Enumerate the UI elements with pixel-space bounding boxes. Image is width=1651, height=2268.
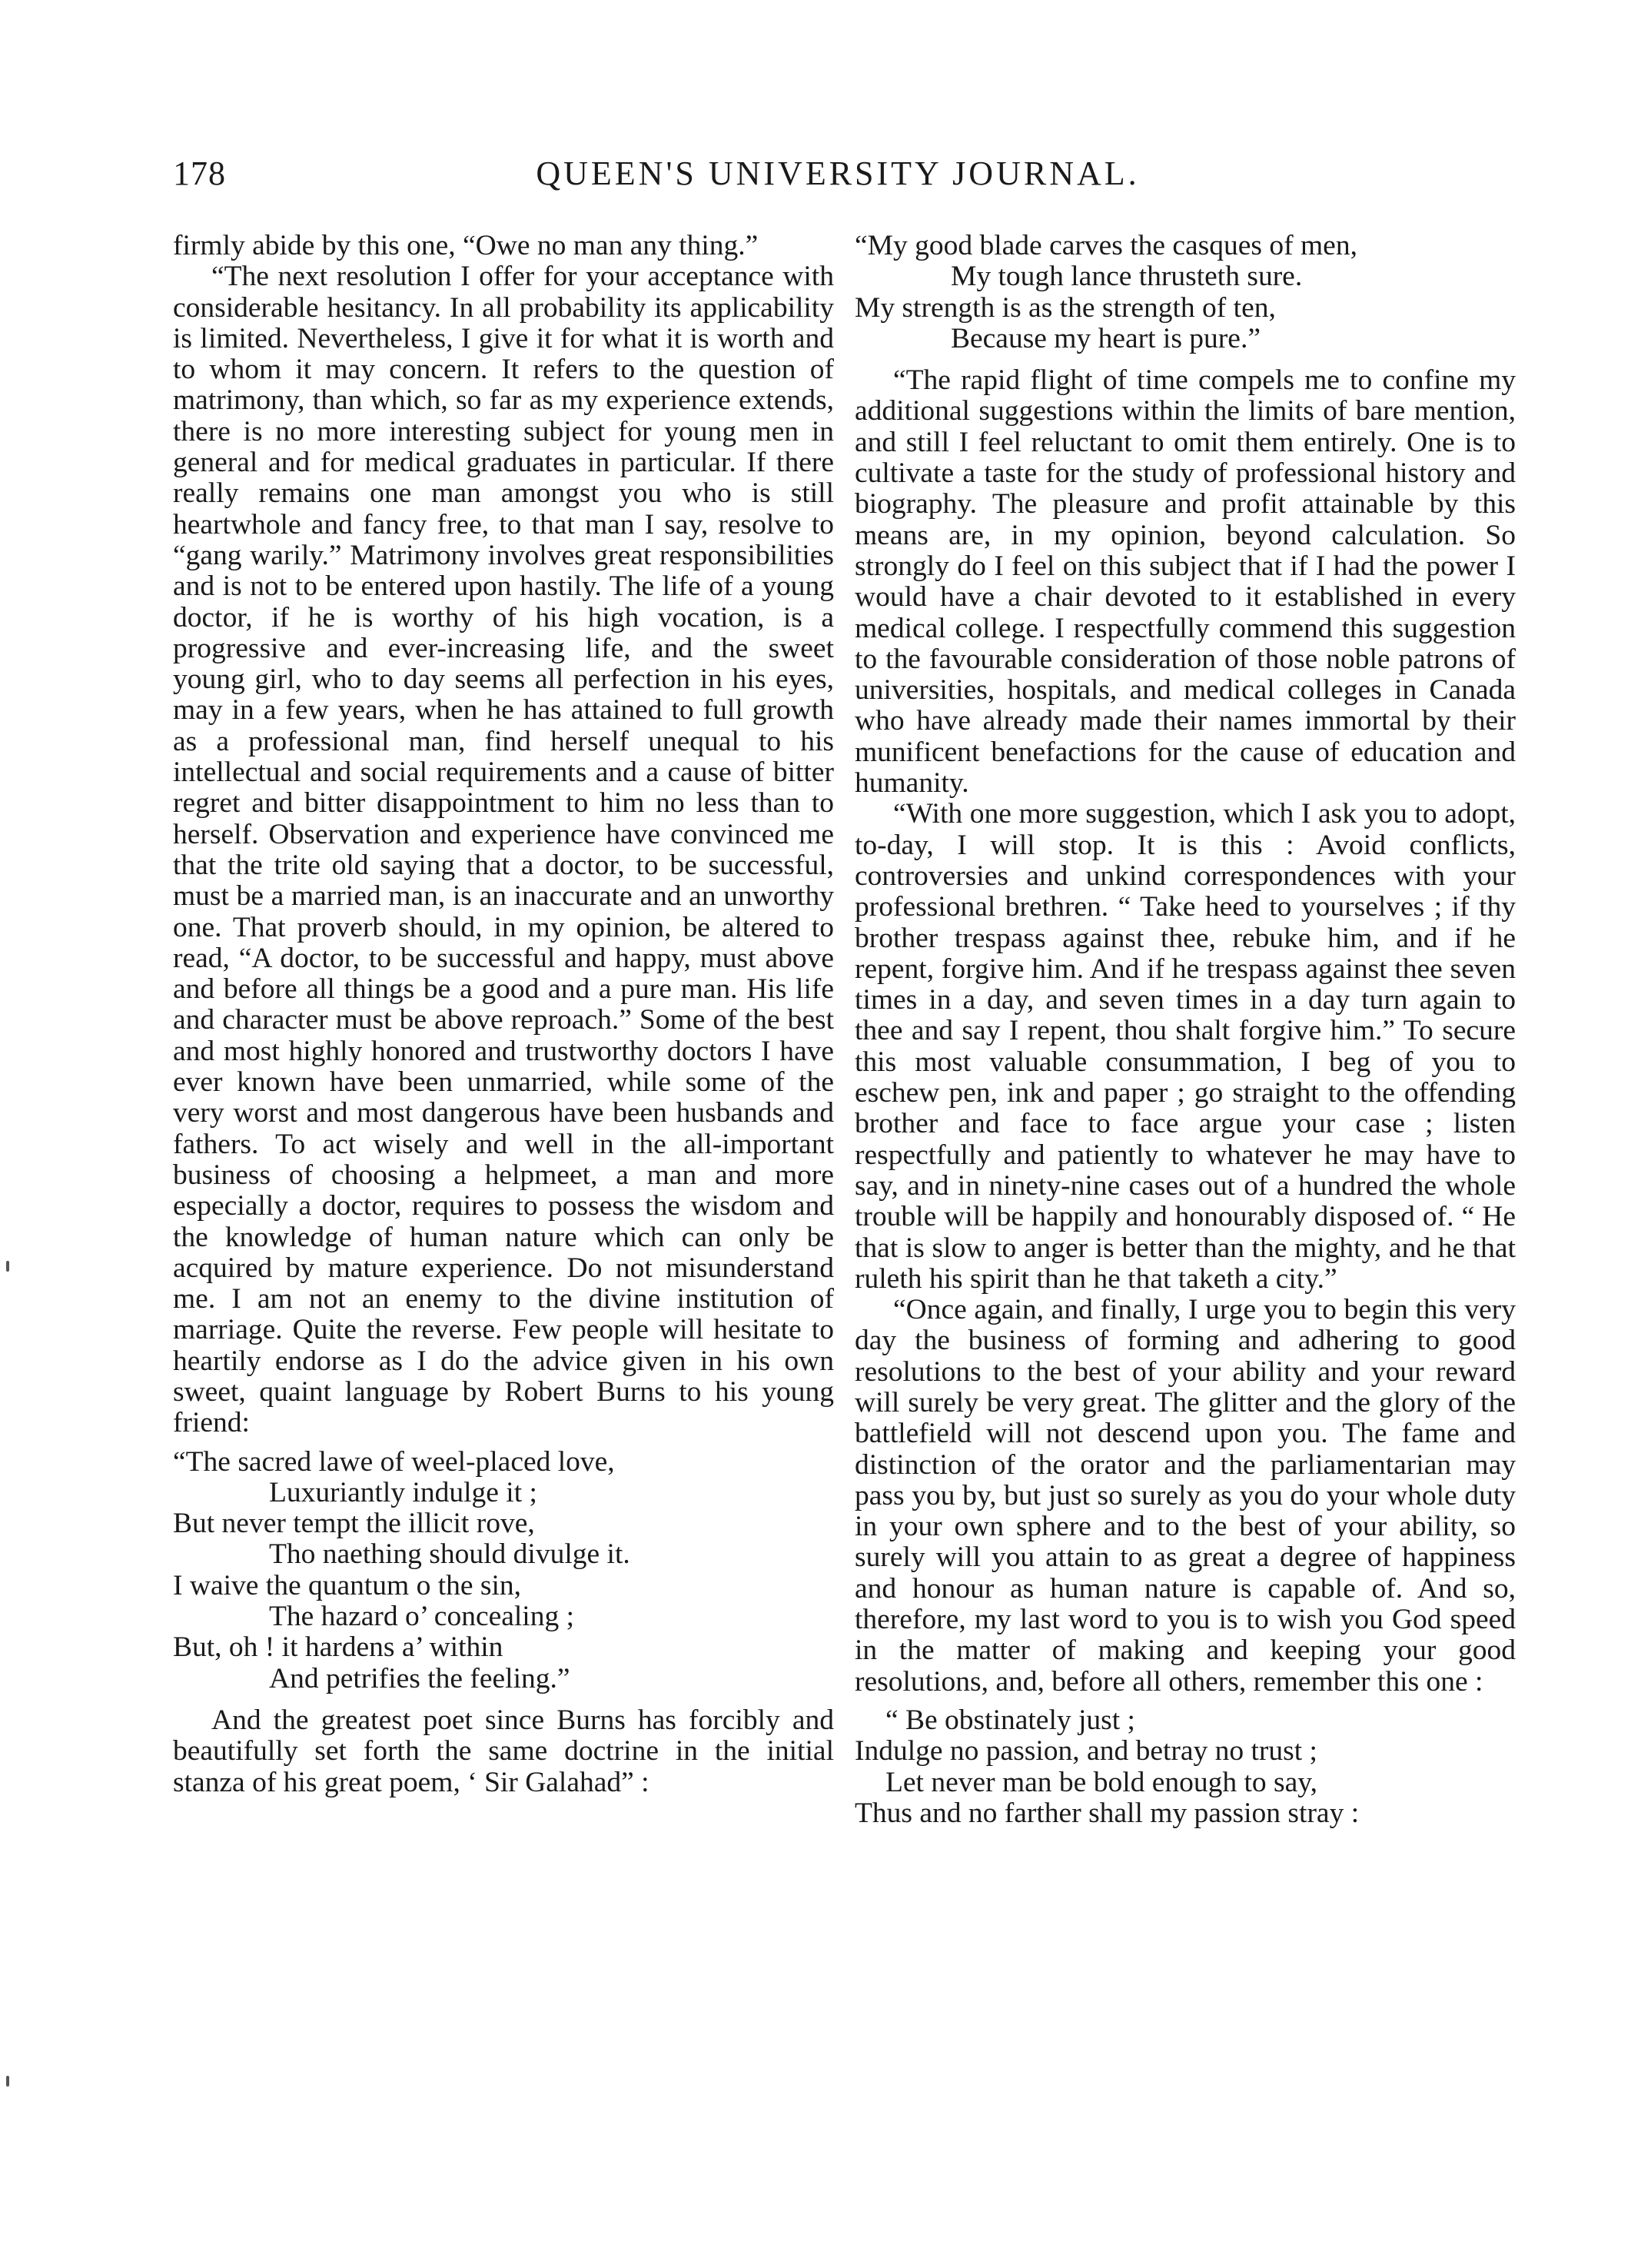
galahad-verse — [855, 231, 1516, 354]
verse-line: The hazard o’ concealing ; — [269, 1601, 575, 1633]
paragraph: firmly abide by this one, “Owe no man any thing.” — [173, 230, 759, 261]
verse-line: But, oh ! it hardens a’ within — [173, 1631, 503, 1664]
paragraph: “The rapid flight of time compels me to confine my additional suggestions within the limits of bare mention, and still I feel reluctant to omit them entirely. One is to cultivate a taste for the study of professional history and biography. The pleasure and profit attainable by this means are, in my opinion, beyond calculation. So strongly do I feel on this subject that if I had the power I would have a chair devoted to it established in every medical college. I respectfully commend this suggestion to the favourable consideration of those noble patrons of universities, hospitals, and medical colleges in Canada who have already made their names immortal by their munificent benefactions for the cause of education and humanity. — [855, 364, 1516, 800]
verse-line: “The sacred lawe of weel-placed love, — [173, 1445, 615, 1478]
verse-line: My strength is as the strength of ten, — [855, 291, 1276, 324]
verse-line: Because my heart is pure.” — [951, 322, 1261, 354]
scan-mark — [6, 1261, 9, 1272]
verse-line: Let never man be bold enough to say, — [885, 1766, 1317, 1798]
page-header — [173, 154, 1503, 208]
verse-line: Tho naething should divulge it. — [269, 1538, 630, 1571]
left-column — [173, 231, 834, 1798]
verse-line: I waive the quantum o the sin, — [173, 1569, 522, 1601]
burns-verse — [173, 1447, 834, 1694]
verse-line: Luxuriantly indulge it ; — [269, 1476, 537, 1508]
final-verse — [855, 1705, 1516, 1829]
paragraph: “Once again, and finally, I urge you to begin this very day the business of forming and adhering to good resolutions to the best of your ability and your reward will surely be very great. The glitter and the glory of the battlefield will not descend upon you. The fame and distinction of the orator and the parliamentarian may pass you by, but just so surely as you do your whole duty in your own sphere and to the best of your ability, so surely will you attain to as great a degree of happiness and honour as human nature is capable of. And so, therefore, my last word to you is to wish you God speed in the matter of making and keeping your good resolutions, and, before all others, remember this one : — [855, 1294, 1516, 1698]
verse-line: Indulge no passion, and betray no trust ; — [855, 1735, 1317, 1768]
paragraph: And the greatest poet since Burns has forcibly and beautifully set forth the same doctrine in the initial stanza of his great poem, ‘ Sir Galahad” : — [173, 1704, 834, 1798]
verse-line: “My good blade carves the casques of men, — [855, 230, 1357, 261]
verse-line: But never tempt the illicit rove, — [173, 1508, 535, 1540]
verse-line: My tough lance thrusteth sure. — [951, 261, 1303, 293]
page-number: 178 — [173, 155, 226, 192]
journal-title: QUEEN'S UNIVERSITY JOURNAL. — [536, 155, 1140, 192]
scan-mark — [6, 2076, 9, 2087]
verse-line: “ Be obstinately just ; — [885, 1704, 1135, 1736]
verse-line: And petrifies the feeling.” — [269, 1662, 570, 1694]
verse-line: Thus and no farther shall my passion stray : — [855, 1797, 1360, 1829]
paragraph: “The next resolution I offer for your acceptance with considerable hesitancy. In all probability its applicability is limited. Nevertheless, I give it for what it is worth and to whom it may concern. It refers to the question of matrimony, than which, so far as my experience extends, there is no more interesting subject for young men in general and for medical graduates in particular. If there really remains one man amongst you who is still heartwhole and fancy free, to that man I say, resolve to “gang warily.” Matrimony involves great responsibilities and is not to be entered upon hastily. The life of a young doctor, if he is worthy of his high vocation, is a progressive and ever-increasing life, and the sweet young girl, who to day seems all perfection in his eyes, may in a few years, when he has attained to full growth as a professional man, find herself unequal to his intellectual and social requirements and a cause of bitter regret and bitter disappointment to him no less than to herself. Observation and experience have convinced me that the trite old saying that a doctor, to be successful, must be a married man, is an inaccurate and an unworthy one. That proverb should, in my opinion, be altered to read, “A doctor, to be successful and happy, must above and before all things be a good and a pure man. His life and character must be above reproach.” Some of the best and most highly honored and trustworthy doctors I have ever known have been unmarried, while some of the very worst and most dangerous have been husbands and fathers. To act wisely and well in the all-important business of choosing a helpmeet, a man and more especially a doctor, requires to possess the wisdom and the knowledge of human nature which can only be acquired by mature experience. Do not misunderstand me. I am not an enemy to the divine institution of marriage. Quite the reverse. Few people will hesitate to heartily endorse as I do the advice given in his own sweet, quaint language by Robert Burns to his young friend: — [173, 261, 834, 1439]
paragraph: “With one more suggestion, which I ask you to adopt, to-day, I will stop. It is this : Avoid conflicts, controversies and unkind correspondences with your professional brethren. “ Take heed to yourselves ; if thy brother trespass against thee, rebuke him, and if he repent, forgive him. And if he trespass against thee seven times in a day, and seven times in a day turn again to thee and say I repent, thou shalt forgive him.” To secure this most valuable consummation, I beg of you to eschew pen, ink and paper ; go straight to the offending brother and face to face argue your case ; listen respectfully and patiently to whatever he may have to say, and in ninety-nine cases out of a hundred the whole trouble will be happily and honourably disposed of. “ He that is slow to anger is better than the mighty, and he that ruleth his spirit than he that taketh a city.” — [855, 798, 1516, 1295]
right-column — [855, 231, 1516, 1840]
